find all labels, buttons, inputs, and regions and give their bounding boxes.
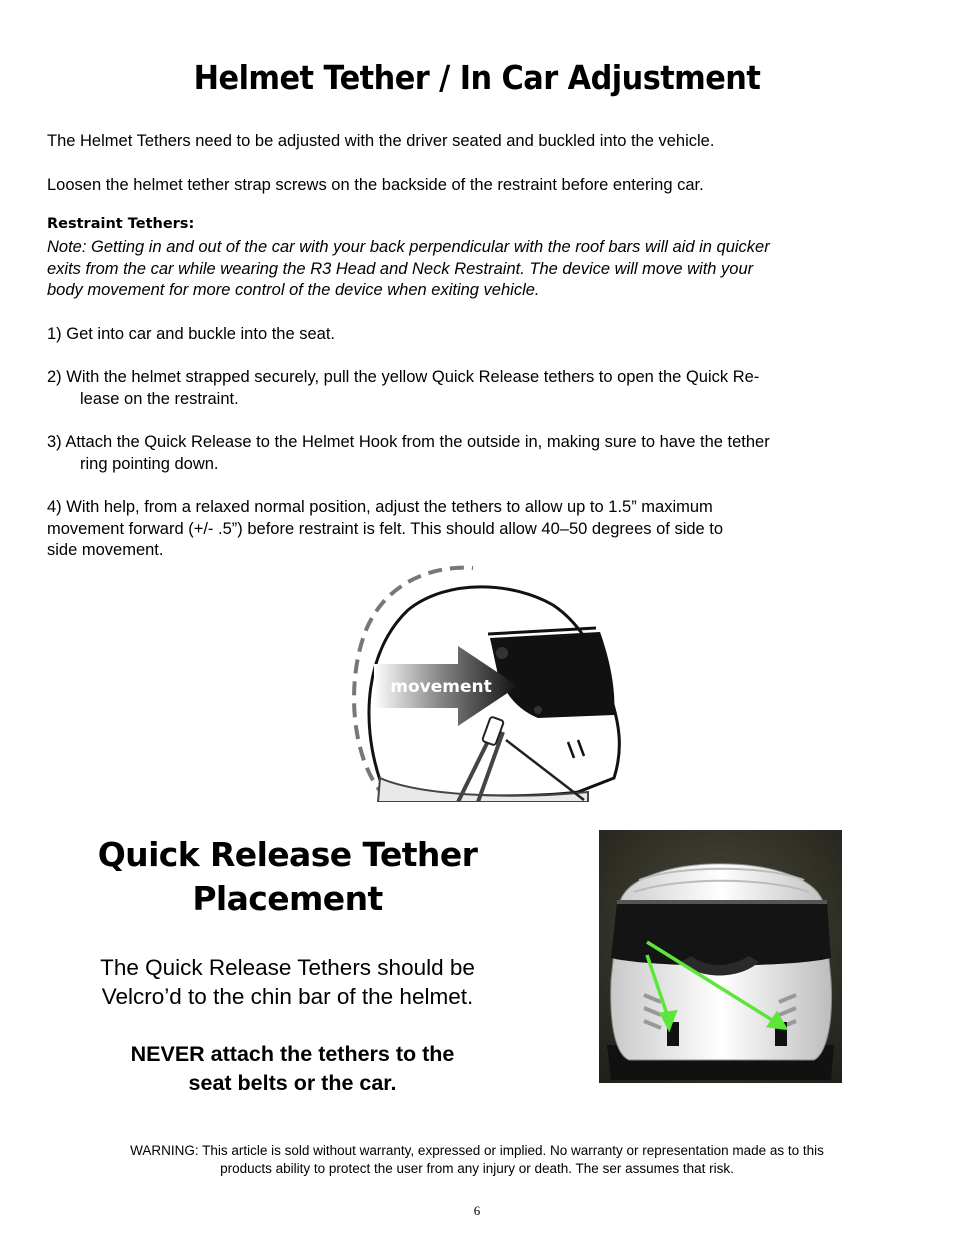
quick-release-body-line: Velcro’d to the chin bar of the helmet. bbox=[101, 984, 474, 1009]
intro-paragraph-2: Loosen the helmet tether strap screws on the backside of the restraint before entering car. bbox=[47, 176, 704, 194]
note-paragraph bbox=[47, 237, 897, 302]
helmet-movement-diagram bbox=[338, 560, 628, 802]
warranty-warning bbox=[40, 1142, 914, 1178]
movement-label: movement bbox=[390, 677, 492, 697]
step-1 bbox=[47, 324, 907, 346]
quick-release-title bbox=[60, 833, 515, 921]
step-2 bbox=[47, 367, 907, 410]
step-2-line-2: lease on the restraint. bbox=[80, 389, 239, 408]
warranty-warning-line: products ability to protect the user from any injury or death. The ser assumes that risk. bbox=[220, 1161, 734, 1176]
step-4-line: movement forward (+/- .5”) before restraint is felt. This should allow 40–50 degrees of side to bbox=[47, 519, 724, 538]
step-3-line-1: 3) Attach the Quick Release to the Helmet Hook from the outside in, making sure to have the tether bbox=[47, 433, 770, 451]
visor-screw bbox=[496, 647, 508, 659]
quick-release-title-line: Placement bbox=[192, 879, 383, 918]
quick-release-warning-line: NEVER attach the tethers to the bbox=[130, 1042, 455, 1066]
step-3-line-2: ring pointing down. bbox=[80, 454, 219, 473]
step-3 bbox=[47, 432, 907, 475]
intro-paragraph-1: The Helmet Tethers need to be adjusted with the driver seated and buckled into the vehicle. bbox=[47, 132, 715, 150]
visor-screw bbox=[534, 706, 542, 714]
step-1-text: 1) Get into car and buckle into the seat. bbox=[47, 325, 336, 343]
warranty-warning-line: WARNING: This article is sold without warranty, expressed or implied. No warranty or representation made as to this bbox=[130, 1143, 824, 1158]
page-number: 6 bbox=[473, 1203, 481, 1218]
quick-release-warning bbox=[60, 1040, 525, 1098]
visor bbox=[611, 902, 831, 966]
quick-release-warning-line: seat belts or the car. bbox=[188, 1071, 397, 1095]
step-2-line-1: 2) With the helmet strapped securely, pull the yellow Quick Release tethers to open the Quick Re- bbox=[47, 368, 760, 386]
quick-release-body bbox=[60, 953, 515, 1011]
step-4-line: side movement. bbox=[47, 541, 164, 559]
step-4 bbox=[47, 497, 907, 562]
quick-release-body-line: The Quick Release Tethers should be bbox=[100, 955, 475, 980]
note-line: exits from the car while wearing the R3 Head and Neck Restraint. The device will move with your bbox=[47, 259, 754, 278]
note-line: body movement for more control of the device when exiting vehicle. bbox=[47, 281, 540, 299]
restraint-tethers-heading: Restraint Tethers: bbox=[47, 216, 195, 232]
helmet-photo bbox=[599, 830, 842, 1083]
step-4-line: 4) With help, from a relaxed normal position, adjust the tethers to allow up to 1.5” maximum bbox=[47, 498, 713, 516]
note-line: Note: Getting in and out of the car with your back perpendicular with the roof bars will aid in quicker bbox=[47, 238, 770, 256]
quick-release-title-line: Quick Release Tether bbox=[97, 835, 478, 874]
page-title: Helmet Tether / In Car Adjustment bbox=[193, 58, 761, 97]
